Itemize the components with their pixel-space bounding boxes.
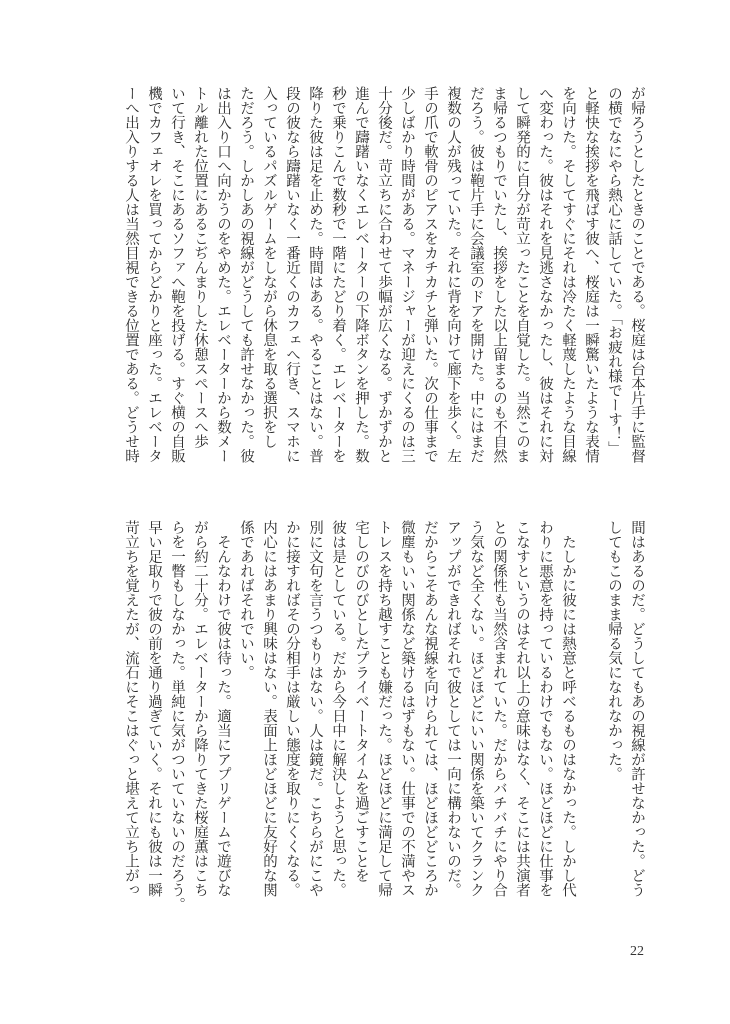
text-column: 機でカフェオレを買ってからどかりと座った。エレベータ: [146, 86, 162, 463]
text-column: ま帰るつもりでいたし、挨拶をした以上留まるのも不自然: [491, 86, 507, 463]
text-column: は出入り口へ向かうのをやめた。エレベーターから数メー: [215, 86, 231, 463]
text-column: こなすというのはそれ以上の意味はなく、そこには共演者: [514, 520, 530, 897]
text-column: 秒で乗りこんで数秒で一階にたどり着く。エレベーターを: [330, 86, 346, 463]
text-column: 十分後だ。苛立ちに合わせて歩幅が広くなる。ずかずかと: [376, 86, 392, 463]
text-column: 係であればそれでいい。: [238, 520, 254, 680]
text-column: 少しばかり時間がある。マネージャーが迎えにくるのは三: [399, 86, 415, 463]
text-column: 苛立ちを覚えたが、流石にそこはぐっと堪えて立ち上がっ: [123, 520, 139, 897]
text-column: 別に文句を言うつもりはない。人は鏡だ。こちらがにこや: [307, 520, 323, 897]
text-column: だからこそあんな視線を向けられては、ほどほどどころか: [422, 520, 438, 897]
text-column: アップができればそれで彼としては一向に構わないのだ。: [445, 520, 461, 897]
text-column: との関係性も当然含まれていた。だからバチバチにやり合: [491, 520, 507, 897]
page-number: 22: [630, 944, 644, 959]
text-column: う気など全くない。ほどほどにいい関係を築いてクランク: [468, 520, 484, 897]
text-column: 入っているパズルゲームをしながら休息を取る選択をし: [261, 86, 277, 449]
text-column: 降りた彼は足を止めた。時間はある。やることはない。普: [307, 86, 323, 463]
text-column: 複数の人が残っていた。それに背を向けて廊下を歩く。左: [445, 86, 461, 463]
text-column: 内心にはあまり興味はない。表面上ほどほどに友好的な関: [261, 520, 277, 897]
text-column: 進んで躊躇いなくエレベーターの下降ボタンを押した。数: [353, 86, 369, 463]
text-block-top: [119, 86, 648, 496]
text-column: 宅しのびのびとしたプライベートタイムを過ごすことを: [353, 520, 369, 883]
text-column: たしかに彼には熱意と呼べるものはなかった。しかし代: [560, 520, 576, 897]
text-column: かに接すればその分相手は厳しい態度を取りにくくなる。: [284, 520, 300, 897]
text-column: 微塵もいい関係など築けるはずもない。仕事での不満やス: [399, 520, 415, 897]
text-column: してもこのまま帰る気になれなかった。: [606, 520, 622, 781]
text-column: して瞬発的に自分が苛立ったことを自覚した。当然このま: [514, 86, 530, 463]
text-column: ただろう。しかしあの視線がどうしても許せなかった。彼: [238, 86, 254, 463]
text-column: ーへ出入りする人は当然目視できる位置である。どうせ時: [123, 86, 139, 463]
text-column: 早い足取りで彼の前を通り過ぎていく。それにも彼は一瞬: [146, 520, 162, 897]
text-column: と軽快な挨拶を飛ばす彼へ、桜庭は一瞬驚いたような表情: [583, 86, 599, 463]
text-column: わりに悪意を持っているわけでもない。ほどほどに仕事を: [537, 520, 553, 897]
text-column: だろう。彼は鞄片手に会議室のドアを開けた。中にはまだ: [468, 86, 484, 463]
text-column: 間はあるのだ。どうしてもあの視線が許せなかった。どう: [629, 520, 645, 897]
text-column: の横でなにやら熱心に話していた。「お疲れ様でーす！」: [606, 86, 622, 456]
text-column: がら約二十分。エレベーターから降りてきた桜庭薫はこち: [192, 520, 208, 897]
text-column: トル離れた位置にあるこぢんまりした休憩スペースへ歩: [192, 86, 208, 449]
text-column: そんなわけで彼は待った。適当にアプリゲームで遊びな: [215, 520, 231, 897]
text-column: を向けた。そしてすぐにそれは冷たく軽蔑したような目線: [560, 86, 576, 463]
text-column: 彼は是としている。だから今日中に解決しようと思った。: [330, 520, 346, 897]
text-column: [579, 520, 602, 930]
text-column: トレスを持ち越すことも嫌だった。ほどほどに満足して帰: [376, 520, 392, 897]
text-column: 手の爪で軟骨のピアスをカチカチと弾いた。次の仕事まで: [422, 86, 438, 463]
text-block-bottom: [119, 520, 648, 930]
text-column: いて行き、そこにあるソファへ鞄を投げる。すぐ横の自販: [169, 86, 185, 463]
text-column: が帰ろうとしたときのことである。桜庭は台本片手に監督: [629, 86, 645, 463]
text-column: 段の彼なら躊躇いなく一番近くのカフェへ行き、スマホに: [284, 86, 300, 463]
text-column: らを一瞥もしなかった。単純に気がついていないのだろう。: [169, 520, 185, 912]
text-column: へ変わった。彼はそれを見逃さなかったし、彼はそれに対: [537, 86, 553, 463]
